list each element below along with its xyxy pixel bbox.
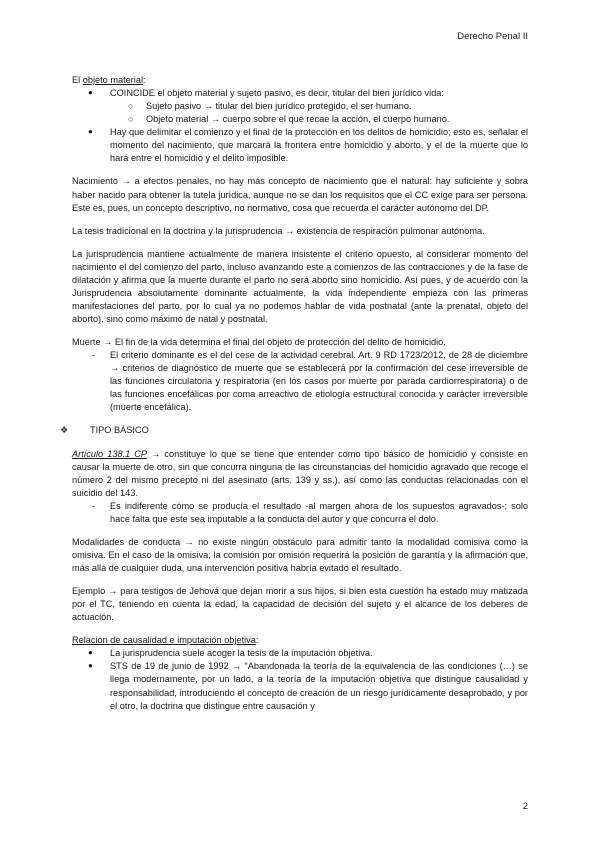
modalidades-paragraph: Modalidades de conducta → no existe ningún obstáculo para admitir tanto la modalidad comisiva como la omisiva. En el caso de la omisiva, la comisión por omisión requerirá la posición de garantía y la afirmación que, más allá de cualquier duda, una intervención positiva habría evitado el resultado.: [72, 536, 528, 573]
bullet-icon: ●: [88, 88, 93, 98]
dash-icon: -: [92, 350, 96, 361]
list-item: ● La jurisprudencia suele acoger la tesis de la imputación objetiva.: [88, 648, 373, 659]
tesis-paragraph: La tesis tradicional en la doctrina y la jurisprudencia → existencia de respiración pulmonar autónoma.: [72, 225, 485, 236]
dash-icon: -: [92, 500, 96, 511]
list-item: - Es indiferente cómo se producía el resultado -al margen ahora de los supuestos agravados-; solo hace falta que este sea imputable a la conducta del autor y que concurra el dolo.: [92, 500, 528, 524]
list-item: - El criterio dominante es el del cese de la actividad cerebral. Art. 9 RD 1723/2012, de 28 de diciembre → criterios de diagnóstico de muerte que se establecerá por la confirmación del cese irreversible de las funciones circulatoria y respiratoria (en los casos por muerte por parada cardiorrespiratoria) o de las funciones encefálicas por coma arreactivo de etiología estructural conocida y carácter irreversible (muerte encefálica).: [92, 350, 528, 413]
nacimiento-paragraph: Nacimiento → a efectos penales, no hay más concepto de nacimiento que el natural: hay suficiente y sobra haber nacido para obtener la tutela jurídica, aunque no se dan los requisitos que el CC exige para ser persona. Este es, pues, un concepto descriptivo, no normativo, cosa que recuerda el carácter autónomo del DP.: [72, 176, 528, 213]
jurisprudencia-paragraph: La jurisprudencia mantiene actualmente de manera insistente el criterio opuesto, al considerar momento del nacimiento el del comienzo del parto, incluso avanzando este a comienzos de las contracciones y de la fase de dilatación y afirma que la muerte durante el parto no será aborto sino homicidio. Así pues, y de acuerdo con la Jurisprudencia absolutamente dominante actualmente, la vida independiente empieza con las primeras manifestaciones del parto, por lo cual ya no podemos hablar de vida postnatal (ante la prenatal, objeto del aborto), sino como máximo de natal y postnatal.: [72, 248, 528, 324]
objeto-list: [72, 87, 528, 165]
hollow-bullet-icon: ○: [128, 114, 134, 125]
section-heading: ❖ TIPO BÁSICO: [72, 424, 528, 437]
bullet-icon: ●: [88, 661, 93, 671]
article-reference: Artículo 138.1 CP: [72, 448, 148, 459]
page-number: 2: [522, 801, 528, 812]
objeto-term: objeto material: [82, 75, 143, 85]
muerte-list: [72, 349, 528, 414]
ejemplo-paragraph: Ejemplo → para testigos de Jehová que dejan morir a sus hijos, si bien esta cuestión ha estado muy matizada por el TC, teniendo en cuenta la edad, la capacidad de decisión del sujeto y el alcance de los deberes de actuación.: [72, 586, 528, 623]
list-item: ● STS de 19 de junio de 1992 → “Abandonada la teoría de la equivalencia de las condiciones (…) se llega modernamente, por un lado, a la teoría de la imputación objetiva que distingue causalidad y responsabilidad, introduciendo el concepto de creación de un riesgo jurídicamente desaprobado, y por el otro, la doctrina que distingue entre causación y: [88, 661, 528, 711]
causalidad-heading: Relación de causalidad e imputación objetiva:: [72, 635, 259, 646]
bullet-icon: ●: [88, 127, 93, 137]
objeto-lead: El objeto material:: [72, 75, 146, 85]
causalidad-list: [72, 647, 528, 712]
tipo-list: [72, 500, 528, 526]
objeto-sublist: [72, 100, 528, 126]
list-item: ○ Sujeto pasivo → titular del bien jurídico protegido, el ser humano.: [128, 101, 412, 112]
list-item: ○ Objeto material → cuerpo sobre el que recae la acción, el cuerpo humano.: [128, 114, 450, 125]
list-item: ● Hay que delimitar el comienzo y el final de la protección en los delitos de homicidio; esto es, señalar el momento del nacimiento, que marcará la frontera entre homicidio y aborto, y el de la muerte que lo hará entre el homicidio y el delito imposible.: [88, 127, 528, 164]
list-item: ● COINCIDE el objeto material y sujeto pasivo, es decir, titular del bien jurídico vida: ○ Sujeto pasivo → titular del bien jurídico protegido, el ser humano. ○ Objeto material → cuerpo sobre el que recae la acción, el cuerpo humano.: [72, 87, 528, 126]
running-header: Derecho Penal II: [457, 31, 528, 42]
page-content: [60, 74, 528, 713]
bullet-icon: ●: [88, 648, 93, 658]
diamond-icon: ❖: [60, 425, 69, 436]
hollow-bullet-icon: ○: [128, 101, 134, 112]
article-paragraph: Artículo 138.1 CP → constituye lo que se tiene que entender como tipo básico de homicidio y consiste en causar la muerte de otro, sin que concurra ninguna de las circunstancias del homicidio agravado que recoge el número 2 del mismo precepto ni del asesinato (arts. 139 y ss.), así como las conductas relacionadas con el suicidio del 143.: [72, 448, 528, 498]
muerte-paragraph: Muerte → El fin de la vida determina el final del objeto de protección del delito de homicidio.: [72, 337, 446, 348]
